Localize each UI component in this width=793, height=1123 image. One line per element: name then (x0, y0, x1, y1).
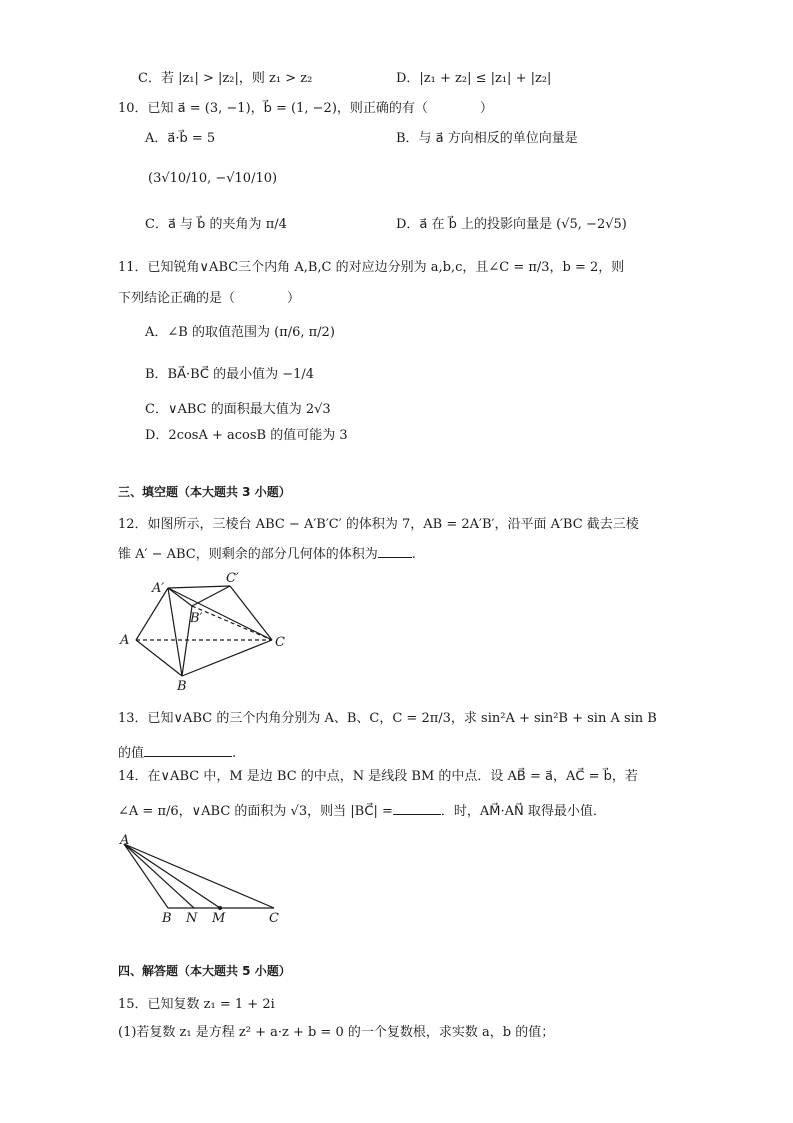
q13-stem-text: 的值 (118, 746, 145, 761)
q13-stem-end: . (232, 746, 237, 761)
q11-stem-line2: 下列结论正确的是（ ） (118, 291, 301, 306)
q12-label-c-prime: C′ (226, 571, 239, 586)
q15-part-1: (1)若复数 z₁ 是方程 z² + a·z + b = 0 的一个复数根，求实数 a，b 的值； (118, 1025, 555, 1040)
q12-label-b-prime: B′ (190, 611, 203, 626)
q12-label-b: B (177, 679, 187, 693)
q12-stem-end: . (411, 547, 416, 562)
q10-stem: 10．已知 a⃗ = (3, −1)，b⃗ = (1, −2)，则正确的有（ ） (118, 101, 493, 116)
q9-option-d: D．|z₁ + z₂| ≤ |z₁| + |z₂| (396, 71, 552, 86)
q14-stem-text-a: ∠A = π/6，∨ABC 的面积为 √3，则当 |BC⃗| = (118, 804, 393, 819)
q12-stem-line1: 12．如图所示，三棱台 ABC − A′B′C′ 的体积为 7，AB = 2A′B′，沿平面 A′BC 截去三棱 (118, 517, 639, 532)
q14-stem-line2 (118, 802, 606, 821)
q14-stem-text-b: ．时，AM⃗·AN⃗ 取得最小值． (440, 804, 606, 819)
q14-label-c: C (269, 911, 279, 922)
q13-answer-blank (144, 744, 232, 757)
q13-stem-line2 (118, 744, 236, 763)
q12-stem-text: 锥 A′ − ABC，则剩余的部分几何体的体积为 (118, 547, 378, 562)
q13-stem-line1: 13．已知∨ABC 的三个内角分别为 A、B、C，C = 2π/3，求 sin²A + sin²B + sin A sin B (118, 711, 657, 726)
section-4-heading: 四、解答题（本大题共 5 小题） (118, 964, 291, 978)
q14-midpoint-marker (218, 906, 222, 910)
q11-option-c: C．∨ABC 的面积最大值为 2√3 (145, 402, 331, 417)
q14-label-a: A (120, 833, 130, 848)
q10-option-b-vector: (3√10/10, −√10/10) (148, 171, 278, 186)
q15-stem: 15．已知复数 z₁ = 1 + 2i (118, 997, 275, 1012)
q12-answer-blank (378, 545, 412, 558)
q9-option-c: C．若 |z₁| > |z₂|，则 z₁ > z₂ (138, 71, 313, 86)
q11-option-d: D．2cosA + acosB 的值可能为 3 (145, 428, 348, 443)
q14-answer-blank (393, 802, 441, 815)
q12-label-c: C (275, 635, 285, 650)
q10-option-c: C．a⃗ 与 b⃗ 的夹角为 π/4 (145, 217, 287, 232)
q10-option-b: B．与 a⃗ 方向相反的单位向量是 (396, 131, 578, 146)
q14-label-m: M (212, 911, 226, 922)
q14-stem-line1: 14．在∨ABC 中，M 是边 BC 的中点，N 是线段 BM 的中点．设 AB⃗ = a⃗，AC⃗ = b⃗，若 (118, 769, 638, 784)
q11-stem-line1: 11．已知锐角∨ABC三个内角 A,B,C 的对应边分别为 a,b,c，且∠C = π/3，b = 2，则 (118, 260, 625, 275)
q11-option-a: A．∠B 的取值范围为 (π/6, π/2) (145, 325, 335, 340)
section-3-heading: 三、填空题（本大题共 3 小题） (118, 485, 291, 499)
q10-option-d: D．a⃗ 在 b⃗ 上的投影向量是 (√5, −2√5) (396, 217, 627, 232)
q12-label-a-prime: A′ (152, 581, 165, 596)
q14-triangle-figure (112, 832, 297, 922)
q10-option-a: A．a⃗·b⃗ = 5 (145, 131, 216, 146)
q12-label-a: A (120, 633, 130, 648)
q11-option-b: B．BA⃗·BC⃗ 的最小值为 −1/4 (145, 367, 315, 382)
q12-stem-line2 (118, 545, 416, 564)
q12-frustum-figure (112, 568, 302, 693)
q14-label-n: N (186, 911, 198, 922)
q14-label-b: B (162, 911, 172, 922)
